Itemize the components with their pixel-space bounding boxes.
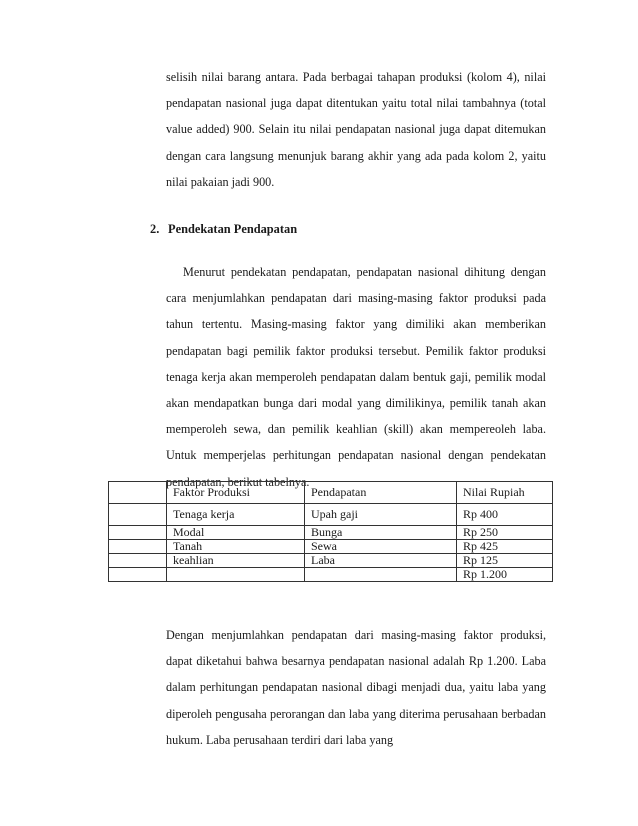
section-title: Pendekatan Pendapatan [168,222,298,236]
section-heading [150,222,297,237]
table-total-value: Rp 1.200 [457,568,553,582]
table-header-cell: Pendapatan [305,482,457,504]
table-total-row [109,568,553,582]
table-row [109,554,553,568]
table-cell-blank [109,504,167,526]
table-cell-blank [109,540,167,554]
table-cell: Upah gaji [305,504,457,526]
table-header-cell: Nilai Rupiah [457,482,553,504]
table-row [109,504,553,526]
table-cell: Rp 250 [457,526,553,540]
table-cell: Rp 125 [457,554,553,568]
table-cell: Rp 400 [457,504,553,526]
table-cell: Tenaga kerja [167,504,305,526]
table-cell-blank [109,526,167,540]
table-cell: Tanah [167,540,305,554]
table-cell: Modal [167,526,305,540]
table-cell: Sewa [305,540,457,554]
table-cell [167,568,305,582]
table-cell-blank [109,482,167,504]
table-cell: Bunga [305,526,457,540]
paragraph-intro: selisih nilai barang antara. Pada berbagai tahapan produksi (kolom 4), nilai pendapatan nasional juga dapat ditentukan yaitu total nilai tambahnya (total value added) 900. Selain itu nilai pendapatan nasional juga dapat ditemukan dengan cara langsung menunjuk barang akhir yang ada pada kolom 2, yaitu nilai pakaian jadi 900. [166,70,546,189]
table-row [109,540,553,554]
section-number: 2. [150,222,160,236]
paragraph-conclusion: Dengan menjumlahkan pendapatan dari masing-masing faktor produksi, dapat diketahui bahwa besarnya pendapatan nasional adalah Rp 1.200. Laba dalam perhitungan pendapatan nasional dibagi menjadi dua, yaitu laba yang diperoleh pengusaha perorangan dan laba yang diterima perusahaan berbadan hukum. Laba perusahaan terdiri dari laba yang [166,628,546,747]
table-cell-blank [109,554,167,568]
table-cell-blank [109,568,167,582]
table-cell [305,568,457,582]
income-table [108,481,553,582]
table-header-row [109,482,553,504]
table-row [109,526,553,540]
table-header-cell: Faktor Produksi [167,482,305,504]
table-cell: Rp 425 [457,540,553,554]
paragraph-income-approach: Menurut pendekatan pendapatan, pendapatan nasional dihitung dengan cara menjumlahkan pendapatan dari masing-masing faktor produksi pada tahun tertentu. Masing-masing faktor yang dimiliki akan memberikan pendapatan bagi pemilik faktor produksi tersebut. Pemilik faktor produksi tenaga kerja akan memperoleh pendapatan dalam bentuk gaji, pemilik modal akan mendapatkan bunga dari modal yang dimilikinya, pemilik tanah akan memperoleh sewa, dan pemilik keahlian (skill) akan mempereoleh laba. Untuk memperjelas perhitungan pendapatan nasional dengan pendekatan pendapatan, berikut tabelnya. [166,265,546,489]
table-cell: Laba [305,554,457,568]
table-cell: keahlian [167,554,305,568]
